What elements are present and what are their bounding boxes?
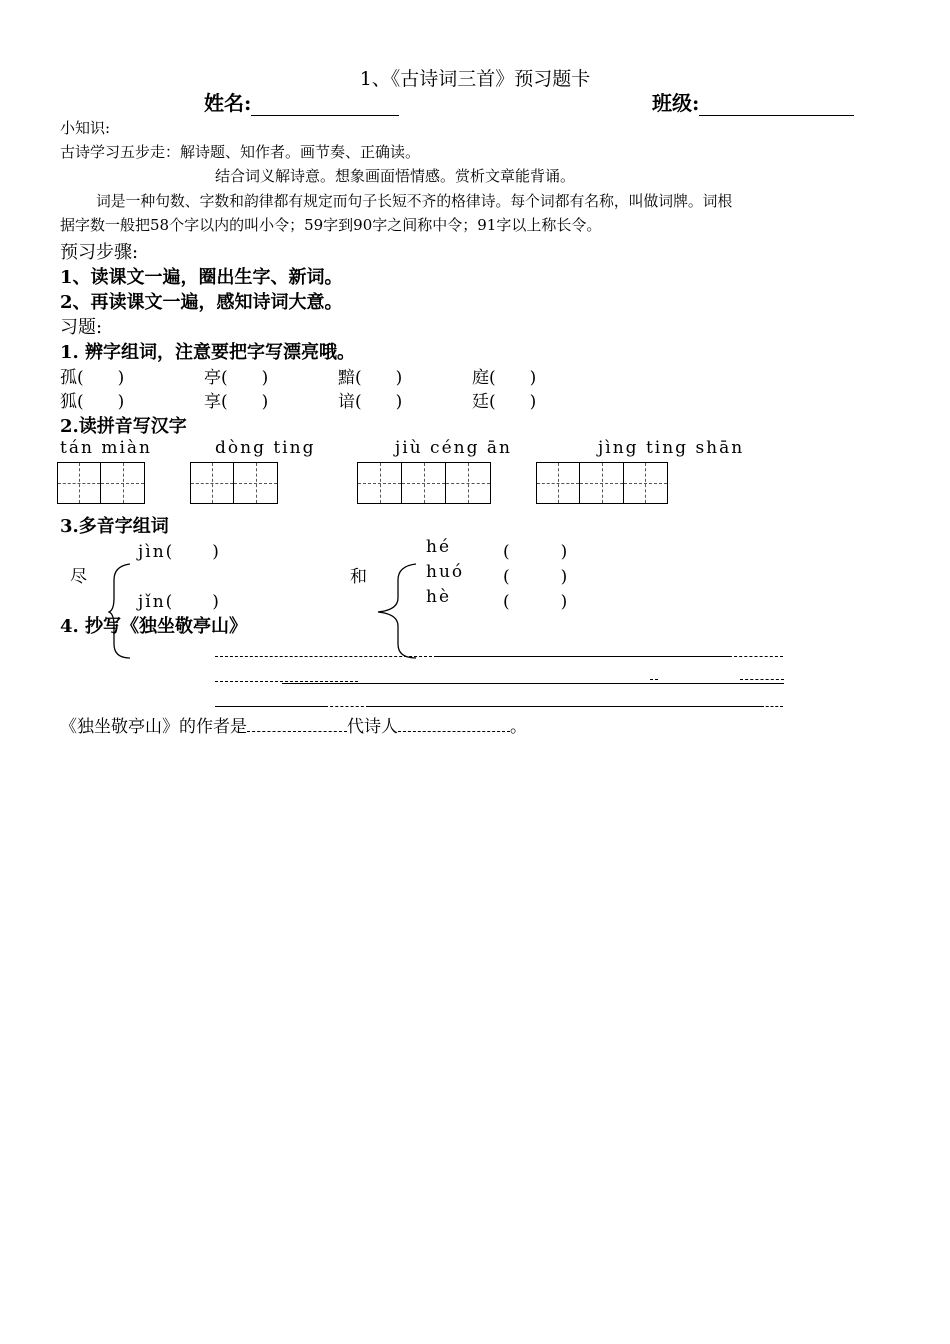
q1-item[interactable]: 谙( ) — [338, 392, 403, 412]
q1-item[interactable]: 廷( ) — [472, 392, 537, 412]
dashed-line — [215, 656, 437, 657]
name-label: 姓名: — [204, 91, 252, 115]
knowledge-paragraph-1: 词是一种句数、字数和韵律都有规定而句子长短不齐的格律诗。每个词都有名称，叫做词牌。词根 — [96, 193, 733, 210]
knowledge-heading: 小知识: — [60, 119, 111, 137]
question-4-label: 4. 抄写《独坐敬亭山》 — [60, 616, 248, 637]
left-brace-icon — [376, 562, 418, 660]
question-2-label: 2.读拼音写汉字 — [60, 416, 187, 437]
writing-grid[interactable] — [190, 462, 278, 504]
steps-heading: 预习步骤: — [60, 242, 139, 263]
he-reading-1: hé — [426, 537, 452, 557]
knowledge-paragraph-2: 据字数一般把58个字以内的叫小令；59字到90字之间称中令；91字以上称长令。 — [60, 216, 602, 234]
q1-item[interactable]: 亭( ) — [204, 368, 269, 388]
grid-cell[interactable] — [358, 463, 402, 503]
author-question — [60, 712, 527, 737]
dashed-line — [215, 681, 358, 682]
polyphone-char-1: 尽 — [70, 567, 87, 587]
writing-line[interactable] — [215, 706, 325, 707]
writing-line[interactable] — [437, 656, 729, 657]
author-question-text-1: 《独坐敬亭山》的作者是 — [60, 717, 247, 737]
name-input-line[interactable] — [251, 93, 399, 116]
polyphone-char-2: 和 — [350, 567, 367, 587]
grid-cell[interactable] — [101, 463, 144, 503]
question-3-label: 3.多音字组词 — [60, 516, 169, 537]
he-answer-3[interactable]: ( ) — [503, 592, 568, 612]
author-question-text-2: 代诗人 — [347, 717, 398, 737]
q1-item[interactable]: 庭( ) — [472, 368, 537, 388]
he-answer-1[interactable]: ( ) — [503, 542, 568, 562]
writing-line[interactable] — [282, 683, 784, 684]
class-input-line[interactable] — [699, 93, 854, 116]
grid-cell[interactable] — [402, 463, 446, 503]
dashed-line — [325, 706, 369, 707]
he-reading-2: huó — [426, 562, 465, 582]
knowledge-line-2: 结合词义解诗意。想象画面悟情感。赏析文章能背诵。 — [215, 167, 576, 185]
jin-reading-1[interactable]: jìn( ) — [138, 542, 221, 562]
q1-item[interactable]: 享( ) — [204, 392, 269, 412]
writing-grid[interactable] — [536, 462, 668, 504]
exercises-heading: 习题: — [60, 317, 103, 338]
grid-cell[interactable] — [58, 463, 101, 503]
class-field — [652, 87, 854, 116]
jin-reading-2[interactable]: jǐn( ) — [138, 592, 221, 612]
grid-cell[interactable] — [537, 463, 580, 503]
grid-cell[interactable] — [234, 463, 277, 503]
class-label: 班级: — [652, 91, 700, 115]
grid-cell[interactable] — [624, 463, 667, 503]
grid-cell[interactable] — [191, 463, 234, 503]
pinyin-3: jiù céng ān — [395, 438, 512, 458]
writing-grid[interactable] — [57, 462, 145, 504]
he-reading-3: hè — [426, 587, 452, 607]
name-field — [204, 87, 399, 116]
left-brace-icon — [108, 562, 132, 660]
dashed-line — [729, 656, 783, 657]
knowledge-line-1: 古诗学习五步走：解诗题、知作者。画节奏、正确读。 — [60, 143, 421, 161]
poet-blank[interactable] — [398, 719, 510, 732]
author-question-period: 。 — [510, 717, 527, 737]
pinyin-2: dòng ting — [215, 438, 316, 458]
pinyin-1: tán miàn — [60, 438, 152, 458]
page-title: 1、《古诗词三首》预习题卡 — [359, 68, 591, 90]
dashed-line — [761, 706, 783, 707]
he-answer-2[interactable]: ( ) — [503, 567, 568, 587]
question-1-label: 1. 辨字组词，注意要把字写漂亮哦。 — [60, 342, 356, 363]
dashed-line — [650, 679, 658, 680]
step-2: 2、再读课文一遍，感知诗词大意。 — [60, 292, 343, 313]
q1-item[interactable]: 孤( ) — [60, 368, 125, 388]
q1-item[interactable]: 狐( ) — [60, 392, 125, 412]
grid-cell[interactable] — [446, 463, 490, 503]
pinyin-4: jìng ting shān — [598, 438, 745, 458]
dynasty-blank[interactable] — [247, 719, 347, 732]
q1-item[interactable]: 黯( ) — [338, 368, 403, 388]
writing-grid[interactable] — [357, 462, 491, 504]
writing-line[interactable] — [369, 706, 761, 707]
grid-cell[interactable] — [580, 463, 623, 503]
dashed-line — [740, 679, 784, 680]
step-1: 1、读课文一遍，圈出生字、新词。 — [60, 267, 343, 288]
